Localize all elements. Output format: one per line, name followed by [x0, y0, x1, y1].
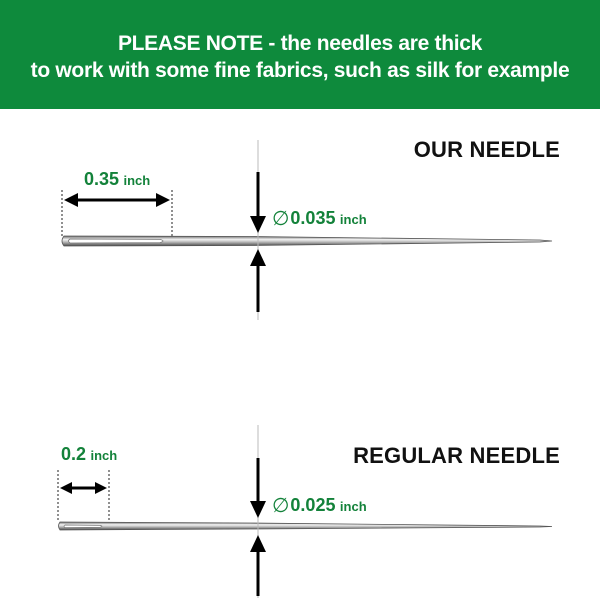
our-eye-length-label: [84, 169, 150, 190]
notice-line-1: PLEASE NOTE - the needles are thick: [117, 32, 483, 55]
regular-diameter-label: [272, 493, 367, 518]
our-eye-length-arrow: [64, 193, 170, 207]
our-needle-title: OUR NEEDLE: [413, 137, 560, 162]
regular-diameter-value: 0.025: [290, 495, 336, 515]
regular-diameter-unit: inch: [339, 499, 367, 514]
our-diameter-unit: inch: [339, 212, 367, 227]
our-diameter-label: [272, 206, 367, 231]
our-needle-eye: [69, 239, 164, 243]
diameter-icon: ∅: [272, 495, 290, 517]
our-diameter-arrow-top: [250, 172, 266, 233]
regular-needle-icon: [59, 522, 553, 530]
regular-eye-length-label: [61, 444, 117, 465]
diameter-icon: ∅: [272, 208, 290, 230]
regular-needle-eye: [64, 525, 102, 528]
regular-needle-title: REGULAR NEEDLE: [353, 443, 560, 468]
our-eye-length-value: 0.35: [84, 169, 120, 189]
our-diameter-value: 0.035: [290, 208, 336, 228]
regular-eye-length-unit: inch: [90, 448, 118, 463]
regular-diameter-arrow-top: [250, 458, 266, 518]
regular-eye-length-arrow: [60, 482, 107, 494]
our-eye-length-unit: inch: [123, 173, 151, 188]
our-diameter-arrow-bottom: [250, 249, 266, 312]
regular-diameter-arrow-bottom: [250, 535, 266, 596]
regular-eye-length-value: 0.2: [61, 444, 87, 464]
notice-line-2: to work with some fine fabrics, such as silk for example: [30, 59, 570, 82]
